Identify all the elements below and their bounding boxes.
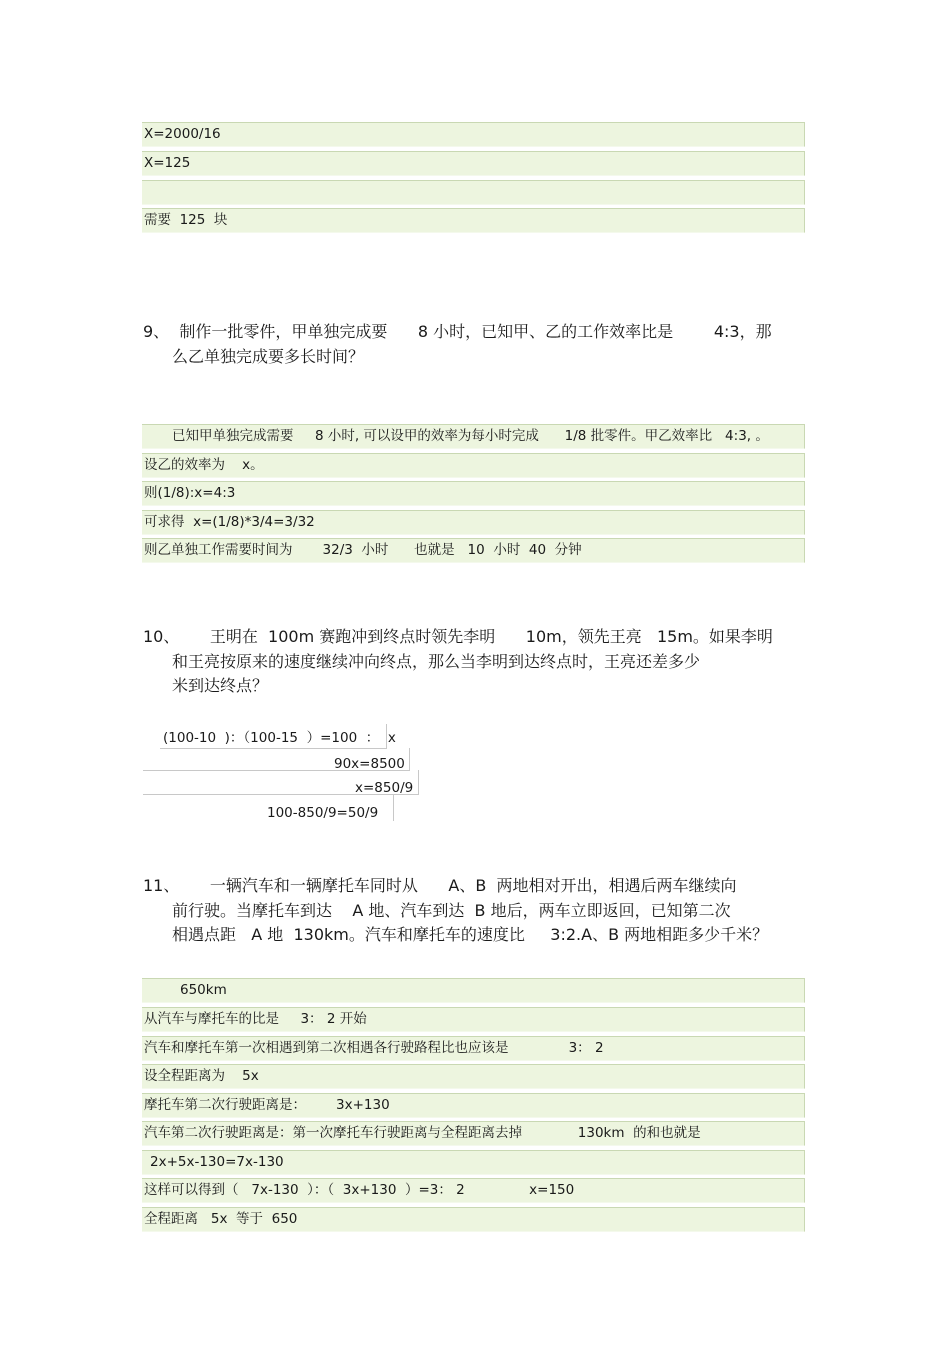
question-line: 10、 王明在 100m 赛跑冲到终点时领先李明 10m，领先王亮 15m。如果李明 [143,627,773,646]
answer-row: 汽车第二次行驶距离是：第一次摩托车行驶距离与全程距离去掉 130km 的和也就是 [142,1121,805,1146]
solution-line: (100-10 )：（100-15 ）=100 ： x [163,730,396,746]
answer-row: 需要 125 块 [142,208,805,233]
question-line: 米到达终点？ [172,676,269,695]
answer-row: 汽车和摩托车第一次相遇到第二次相遇各行驶路程比也应该是 3： 2 [142,1036,805,1061]
answer-row: 从汽车与摩托车的比是 3： 2 开始 [142,1007,805,1032]
question-line: 么乙单独完成要多长时间？ [172,346,365,366]
answer-row: 则乙单独工作需要时间为 32/3 小时 也就是 10 小时 40 分钟 [142,538,805,563]
answer-row: 2x+5x-130=7x-130 [142,1150,805,1175]
answer-row: 这样可以得到（ 7x-130 ）：（ 3x+130 ）=3： 2 x=150 [142,1178,805,1203]
answer-row: 摩托车第二次行驶距离是： 3x+130 [142,1093,805,1118]
question-10 [143,625,813,699]
answer-row: 则(1/8):x=4:3 [142,481,805,506]
question-line: 和王亮按原来的速度继续冲向终点，那么当李明到达终点时，王亮还差多少 [172,651,701,671]
question-9 [143,320,813,369]
question-line: 11、 一辆汽车和一辆摩托车同时从 A、B 两地相对开出，相遇后两车继续向 [143,876,737,895]
answer-row: X=2000/16 [142,122,805,147]
answer-row: 可求得 x=(1/8)*3/4=3/32 [142,510,805,535]
answer-row [142,180,805,205]
solution-line: 100-850/9=50/9 [267,805,379,821]
answer-row: 全程距离 5x 等于 650 [142,1207,805,1232]
question-line: 9、 制作一批零件，甲单独完成要 8 小时，已知甲、乙的工作效率比是 4:3，那 [143,322,772,341]
answer-row: 650km [142,978,805,1003]
solution-line: 90x=8500 [334,756,405,772]
answer-row: X=125 [142,151,805,176]
question-line: 相遇点距 A 地 130km。汽车和摩托车的速度比 3:2.A、B 两地相距多少千米？ [172,925,769,944]
answer-row: 设乙的效率为 x。 [142,453,805,478]
solution-line: x=850/9 [355,780,414,796]
answer-row: 已知甲单独完成需要 8 小时, 可以设甲的效率为每小时完成 1/8 批零件。甲乙效率比 4:3, 。 [142,424,805,449]
question-11 [143,874,813,948]
answer-row: 设全程距离为 5x [142,1064,805,1089]
question-line: 前行驶。当摩托车到达 A 地、汽车到达 B 地后，两车立即返回，已知第二次 [172,900,731,920]
